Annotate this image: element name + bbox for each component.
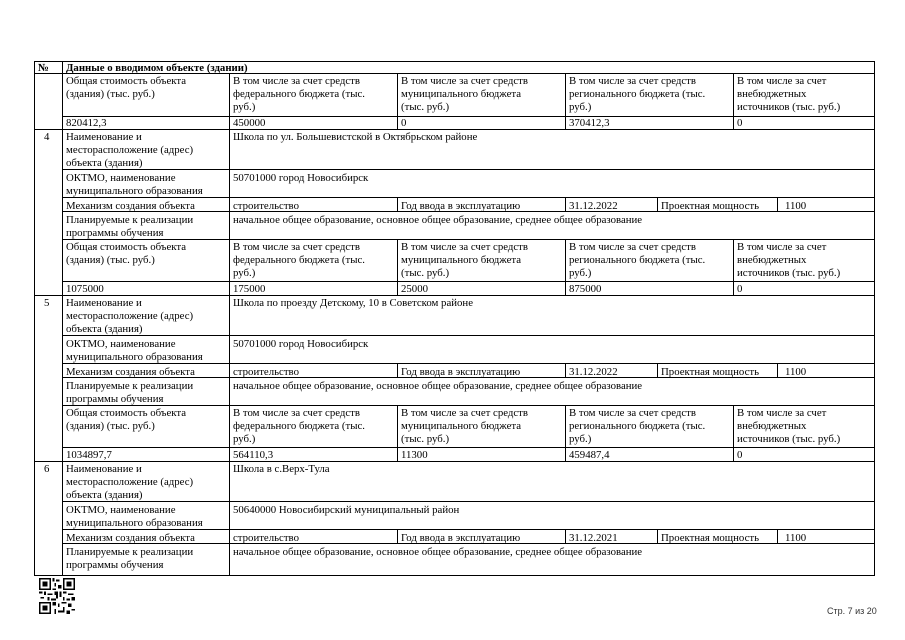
col-title-header: Данные о вводимом объекте (здании) [66, 62, 248, 74]
year-label: Год ввода в эксплуатацию [401, 366, 521, 378]
grid-line [777, 363, 778, 378]
federal-label: В том числе за счет средств федерального бюджета (тыс. руб.) [233, 241, 365, 280]
value-federal: 450000 [233, 117, 266, 129]
value-federal: 175000 [233, 283, 266, 295]
grid-line [34, 129, 875, 130]
value-regional: 459487,4 [569, 449, 610, 461]
capacity-value: 1100 [785, 366, 807, 378]
grid-line [34, 461, 875, 462]
grid-line [733, 239, 734, 296]
oktmo-value: 50701000 город Новосибирск [233, 338, 369, 350]
name-label: Наименование и месторасположение (адрес) объекта (здания) [66, 131, 194, 170]
grid-line [657, 529, 658, 544]
regional-label: В том числе за счет средств регионального бюджета (тыс. руб.) [569, 407, 706, 446]
grid-line [62, 116, 875, 117]
mechanism-label: Механизм создания объекта [66, 532, 195, 544]
municipal-label: В том числе за счет средств муниципального бюджета (тыс. руб.) [401, 407, 528, 446]
qr-code-icon [39, 578, 75, 614]
value-total: 820412,3 [66, 117, 107, 129]
grid-line [565, 239, 566, 296]
value-total: 1075000 [66, 283, 104, 295]
regional-label: В том числе за счет средств регионального бюджета (тыс. руб.) [569, 75, 706, 114]
regional-label: В том числе за счет средств регионального бюджета (тыс. руб.) [569, 241, 706, 280]
cost-label: Общая стоимость объекта (здания) (тыс. руб.) [66, 241, 186, 267]
page-number: Стр. 7 из 20 [827, 606, 877, 616]
federal-label: В том числе за счет средств федерального бюджета (тыс. руб.) [233, 75, 365, 114]
grid-line [397, 197, 398, 212]
grid-line [733, 405, 734, 462]
grid-line [34, 575, 875, 576]
oktmo-label: ОКТМО, наименование муниципального образования [66, 504, 203, 530]
value-municipal: 25000 [401, 283, 428, 295]
value-regional: 875000 [569, 283, 602, 295]
value-municipal: 11300 [401, 449, 428, 461]
objects-table [34, 61, 875, 576]
mechanism-value: строительство [233, 532, 299, 544]
grid-line [229, 405, 230, 462]
oktmo-label: ОКТМО, наименование муниципального образования [66, 172, 203, 198]
capacity-label: Проектная мощность [661, 200, 759, 212]
extra-label: В том числе за счет внебюджетных источников (тыс. руб.) [737, 241, 841, 280]
value-extra: 0 [737, 449, 743, 461]
mechanism-value: строительство [233, 366, 299, 378]
grid-line [874, 61, 875, 576]
value-federal: 564110,3 [233, 449, 274, 461]
grid-line [657, 363, 658, 378]
name-label: Наименование и месторасположение (адрес) объекта (здания) [66, 297, 194, 336]
grid-line [733, 73, 734, 130]
value-extra: 0 [737, 283, 743, 295]
object-number: 4 [44, 131, 50, 143]
grid-line [565, 363, 566, 378]
grid-line [397, 529, 398, 544]
name-label: Наименование и месторасположение (адрес) объекта (здания) [66, 463, 194, 502]
oktmo-value: 50701000 город Новосибирск [233, 172, 369, 184]
grid-line [565, 73, 566, 130]
capacity-label: Проектная мощность [661, 532, 759, 544]
grid-line [229, 73, 230, 130]
grid-line [565, 197, 566, 212]
value-regional: 370412,3 [569, 117, 610, 129]
object-number: 6 [44, 463, 50, 475]
programs-value: начальное общее образование, основное общее образование, среднее общее образование [233, 546, 643, 558]
programs-label: Планируемые к реализации программы обучения [66, 214, 194, 240]
grid-line [62, 281, 875, 282]
federal-label: В том числе за счет средств федерального бюджета (тыс. руб.) [233, 407, 365, 446]
grid-line [777, 529, 778, 544]
extra-label: В том числе за счет внебюджетных источников (тыс. руб.) [737, 75, 841, 114]
object-number: 5 [44, 297, 50, 309]
mechanism-label: Механизм создания объекта [66, 366, 195, 378]
capacity-label: Проектная мощность [661, 366, 759, 378]
value-extra: 0 [737, 117, 743, 129]
grid-line [397, 73, 398, 130]
col-number-header: № [38, 62, 49, 74]
value-municipal: 0 [401, 117, 407, 129]
grid-line [229, 239, 230, 296]
capacity-value: 1100 [785, 200, 807, 212]
year-label: Год ввода в эксплуатацию [401, 200, 521, 212]
grid-line [565, 405, 566, 462]
programs-label: Планируемые к реализации программы обучения [66, 546, 194, 572]
cost-label: Общая стоимость объекта (здания) (тыс. руб.) [66, 407, 186, 433]
object-name: Школа по проезду Детскому, 10 в Советском районе [233, 297, 473, 309]
mechanism-label: Механизм создания объекта [66, 200, 195, 212]
grid-line [397, 363, 398, 378]
grid-line [397, 405, 398, 462]
programs-value: начальное общее образование, основное общее образование, среднее общее образование [233, 214, 643, 226]
year-value: 31.12.2022 [569, 366, 618, 378]
year-value: 31.12.2022 [569, 200, 618, 212]
object-name: Школа в с.Верх-Тула [233, 463, 330, 475]
grid-line [397, 239, 398, 296]
mechanism-value: строительство [233, 200, 299, 212]
oktmo-value: 50640000 Новосибирский муниципальный район [233, 504, 460, 516]
object-name: Школа по ул. Большевистской в Октябрьском районе [233, 131, 478, 143]
cost-label: Общая стоимость объекта (здания) (тыс. руб.) [66, 75, 186, 101]
grid-line [229, 461, 230, 576]
extra-label: В том числе за счет внебюджетных источников (тыс. руб.) [737, 407, 841, 446]
grid-line [777, 197, 778, 212]
capacity-value: 1100 [785, 532, 807, 544]
grid-line [62, 447, 875, 448]
municipal-label: В том числе за счет средств муниципального бюджета (тыс. руб.) [401, 241, 528, 280]
programs-value: начальное общее образование, основное общее образование, среднее общее образование [233, 380, 643, 392]
year-value: 31.12.2021 [569, 532, 618, 544]
municipal-label: В том числе за счет средств муниципального бюджета (тыс. руб.) [401, 75, 528, 114]
grid-line [565, 529, 566, 544]
grid-line [657, 197, 658, 212]
grid-line [34, 61, 35, 576]
grid-line [62, 61, 63, 576]
programs-label: Планируемые к реализации программы обучения [66, 380, 194, 406]
oktmo-label: ОКТМО, наименование муниципального образования [66, 338, 203, 364]
value-total: 1034897,7 [66, 449, 112, 461]
year-label: Год ввода в эксплуатацию [401, 532, 521, 544]
grid-line [34, 295, 875, 296]
